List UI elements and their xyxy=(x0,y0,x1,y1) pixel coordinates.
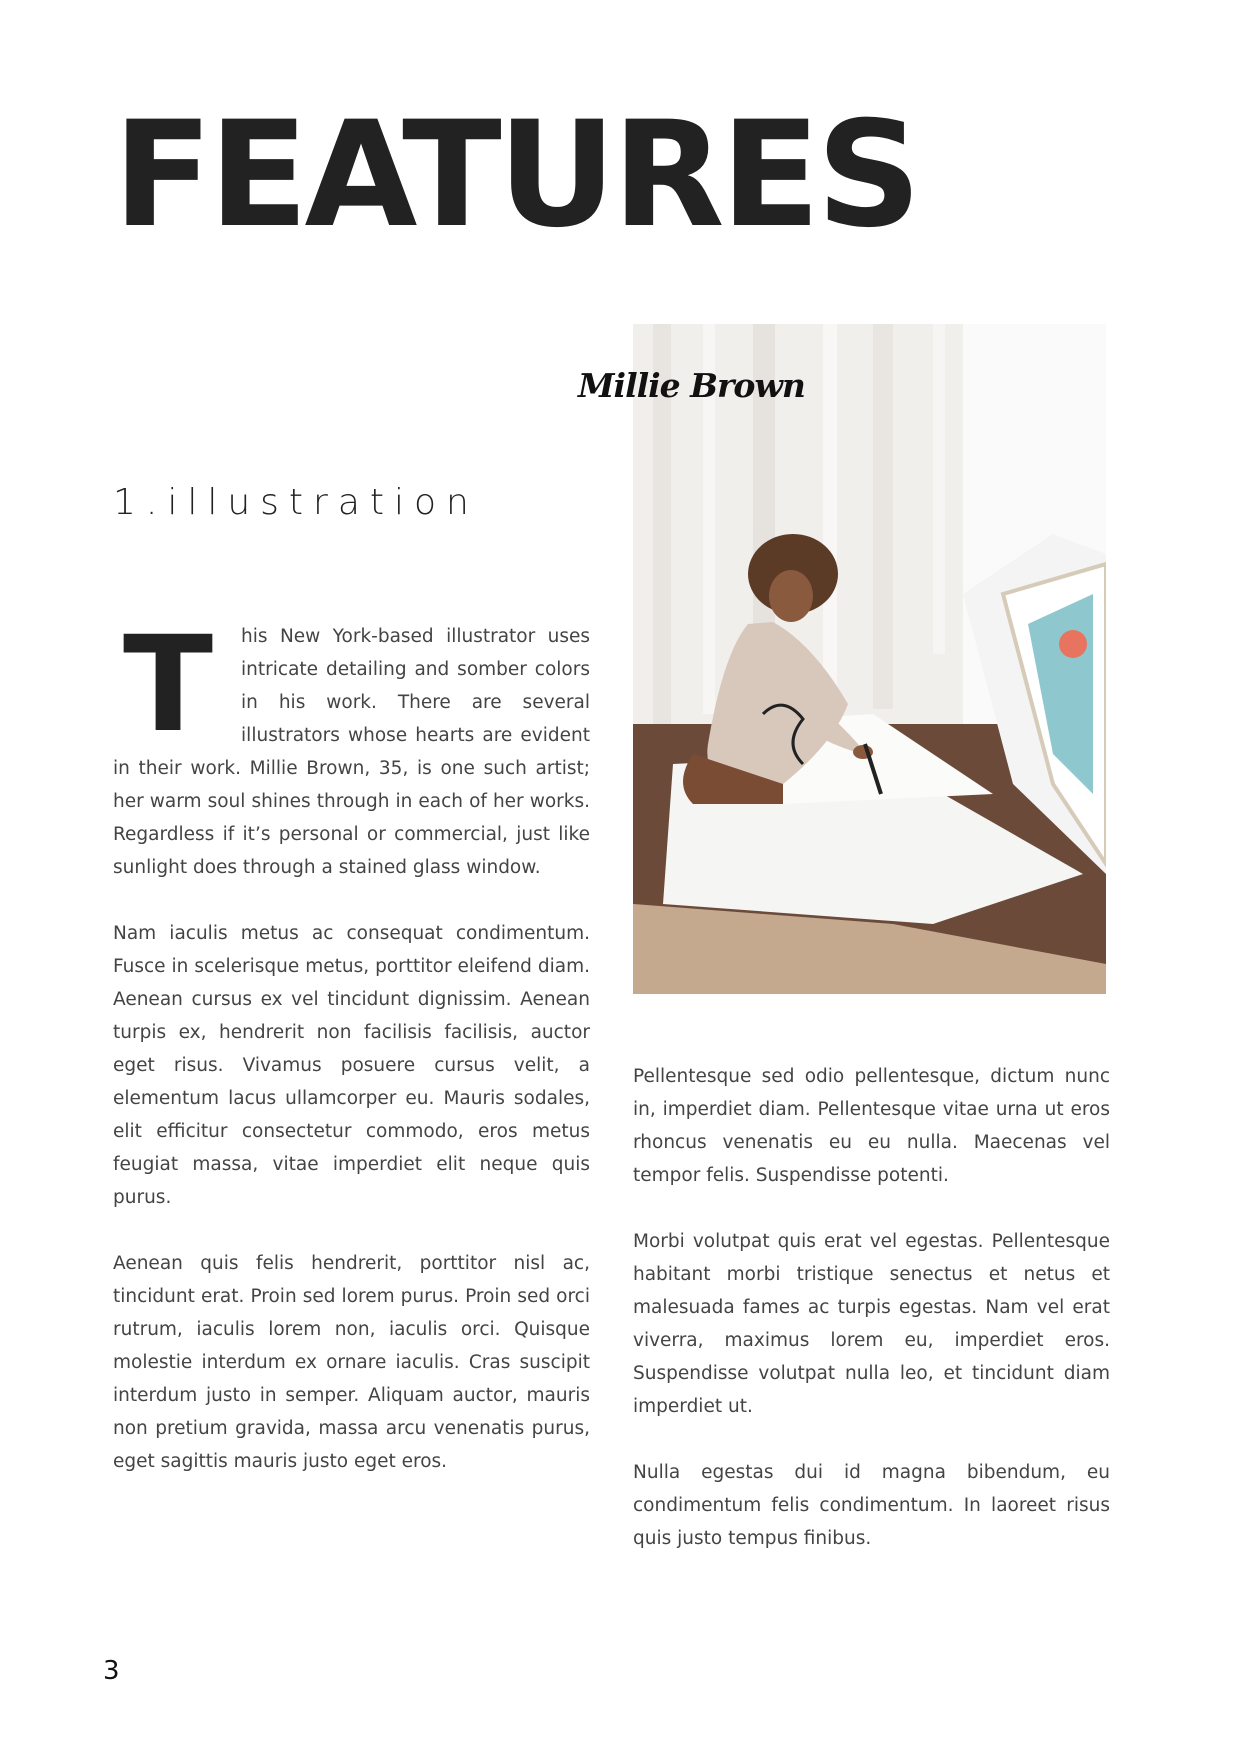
drop-cap: T xyxy=(123,608,214,762)
page-number: 3 xyxy=(103,1656,120,1686)
article-paragraph: Pellentesque sed odio pellentesque, dictum nunc in, imperdiet diam. Pellentesque vitae urna ut eros rhoncus venenatis eu eu nulla. Maecenas vel tempor felis. Suspendisse potenti. xyxy=(633,1066,1110,1186)
article-paragraph: Nam iaculis metus ac consequat condimentum. Fusce in scelerisque metus, porttitor eleifend diam. Aenean cursus ex vel tincidunt dignissim. Aenean turpis ex, hendrerit non facilisis facilisis, auctor eget risus. Vivamus posuere cursus velit, a elementum lacus ullamcorper eu. Mauris sodales, elit efficitur consectetur commodo, eros metus feugiat massa, vitae imperdiet elit neque quis purus. xyxy=(113,923,590,1208)
section-subtitle: 1.illustration xyxy=(113,482,479,523)
article-paragraph: Morbi volutpat quis erat vel egestas. Pellentesque habitant morbi tristique senectus et netus et malesuada fames ac turpis egestas. Nam vel erat viverra, maximus lorem eu, imperdiet eros. Suspendisse volutpat nulla leo, et tincidunt diam imperdiet ut. xyxy=(633,1231,1110,1417)
artist-photo-illustration xyxy=(633,324,1106,994)
article-paragraph: Nulla egestas dui id magna bibendum, eu condimentum felis condimentum. In laoreet risus quis justo tempus finibus. xyxy=(633,1462,1110,1549)
article-left-column xyxy=(113,608,590,1511)
author-signature: Millie Brown xyxy=(578,366,805,405)
article-paragraph-intro xyxy=(113,608,590,884)
artist-photo xyxy=(633,324,1106,994)
article-paragraph: Aenean quis felis hendrerit, porttitor nisl ac, tincidunt erat. Proin sed lorem purus. Proin sed orci rutrum, iaculis lorem non, iaculis orci. Quisque molestie interdum ex ornare iaculis. Cras suscipit interdum justo in semper. Aliquam auctor, mauris non pretium gravida, massa arcu venenatis purus, eget sagittis mauris justo eget eros. xyxy=(113,1253,590,1472)
article-right-column xyxy=(633,1060,1110,1588)
intro-text: his New York-based illustrator uses intricate detailing and somber colors in his work. There are several illustrators whose hearts are evident in their work. Millie Brown, 35, is one such artist; her warm soul shines through in each of her works. Regardless if it’s personal or commercial, just like sunlight does through a stained glass window. xyxy=(113,626,590,878)
page-title: FEATURES xyxy=(113,90,918,260)
